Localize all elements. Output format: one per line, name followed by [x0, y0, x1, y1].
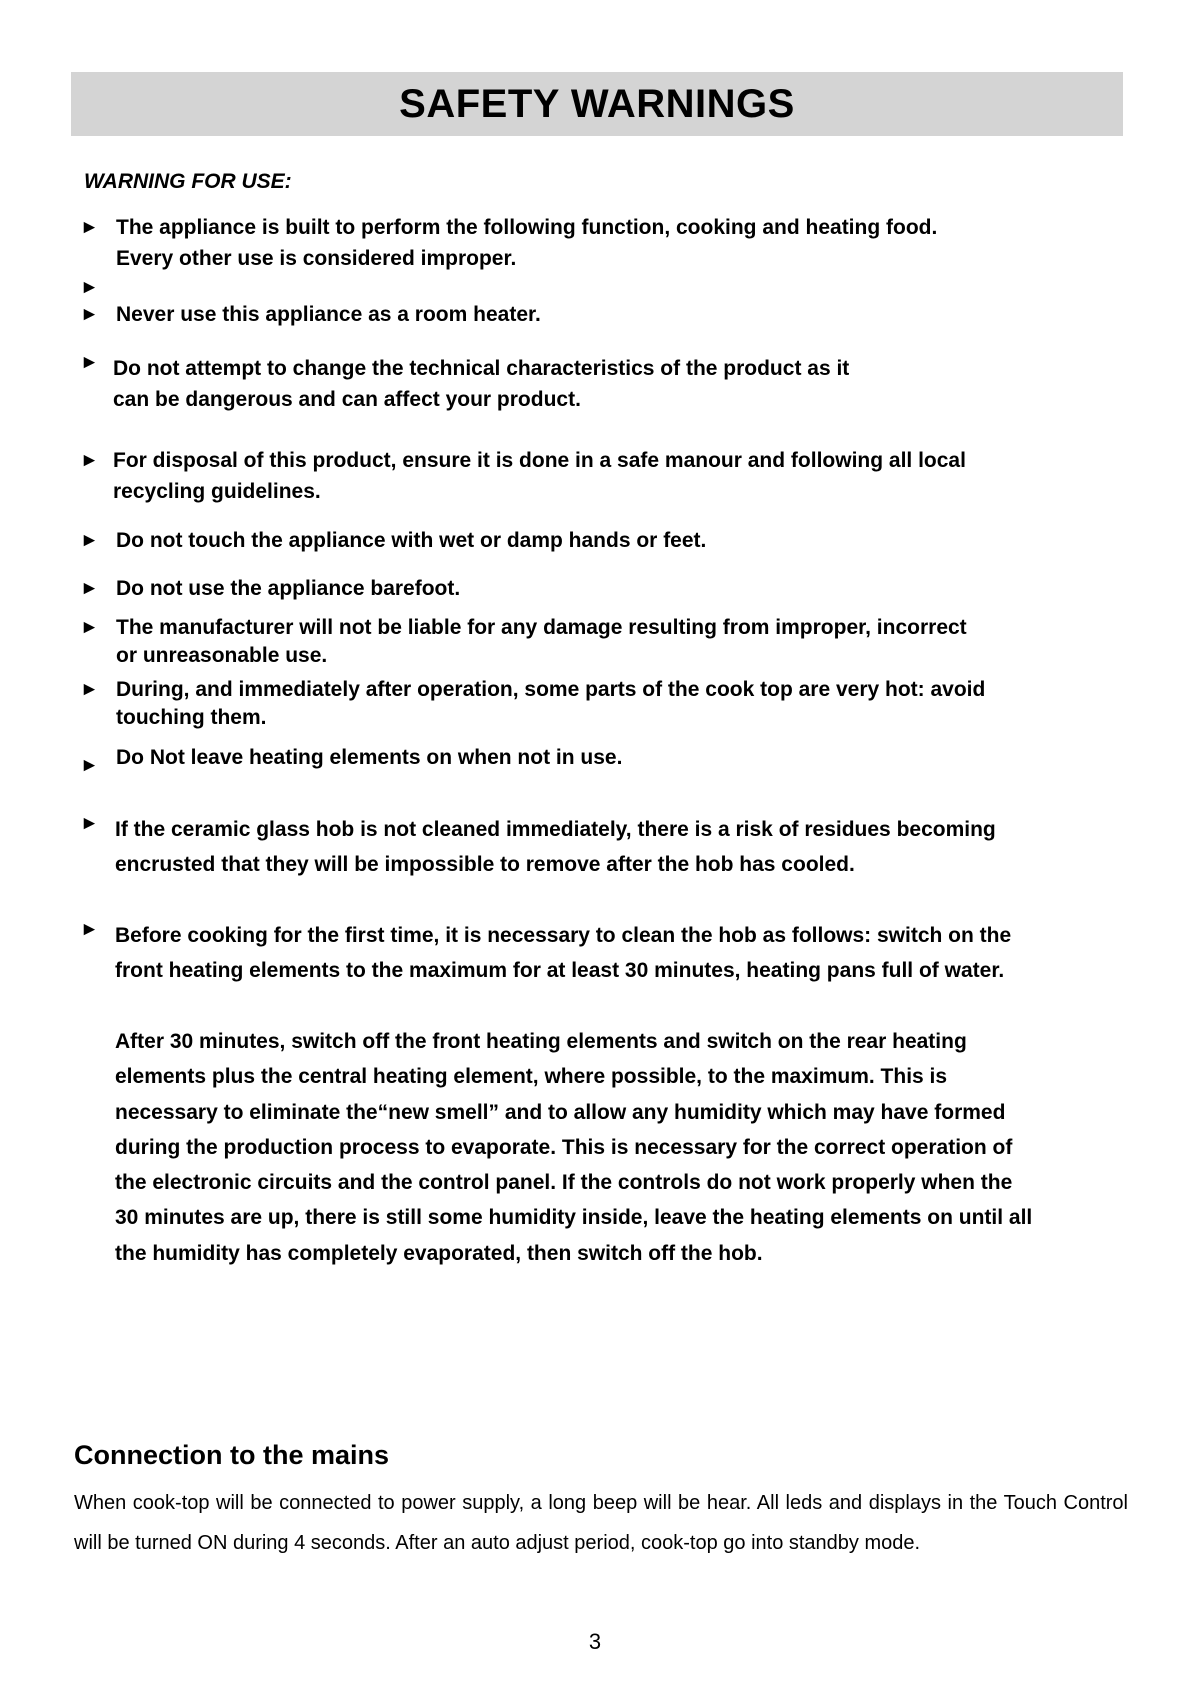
- arrow-bullet-icon: ►: [80, 679, 99, 700]
- warning-text: Do not use the appliance barefoot.: [116, 577, 461, 600]
- followup-paragraph: After 30 minutes, switch off the front heating elements and switch on the rear heating elements plus the central heating element, where possible, to the maximum. This is necessary to eliminate the“new smell” and to allow any humidity which may have formed during the production process to evaporate. This is necessary for the correct operation of the electronic circuits and the control panel. If the controls do not work properly when the 30 minutes are up, there is still some humidity inside, leave the heating elements on until all the humidity has completely evaporated, then switch off the hob.: [115, 1030, 1033, 1265]
- arrow-bullet-icon: ►: [80, 755, 99, 776]
- arrow-bullet-icon: ►: [80, 450, 99, 471]
- arrow-bullet-icon: ►: [80, 530, 99, 551]
- warning-text: Do Not leave heating elements on when not in use.: [116, 746, 623, 769]
- section-title: Connection to the mains: [74, 1440, 390, 1470]
- title-bar: [71, 72, 1123, 136]
- arrow-bullet-icon: ►: [80, 352, 99, 373]
- warning-text: Never use this appliance as a room heater.: [116, 303, 541, 326]
- arrow-bullet-icon: ►: [80, 277, 99, 298]
- section-body: When cook-top will be connected to power supply, a long beep will be hear. All leds and displays in the Touch Control will be turned ON during 4 seconds. After an auto adjust period, cook-top go into standby mode.: [74, 1492, 1128, 1554]
- warning-text: Do not attempt to change the technical characteristics of the product as it can be dangerous and can affect your product.: [113, 357, 850, 411]
- warning-text: Before cooking for the first time, it is necessary to clean the hob as follows: switch on the front heating elements to the maximum for at least 30 minutes, heating pans full of water.: [115, 924, 1012, 982]
- arrow-bullet-icon: ►: [80, 217, 99, 238]
- warning-text: The appliance is built to perform the following function, cooking and heating food. Every other use is considered improper.: [116, 216, 938, 270]
- page-title: SAFETY WARNINGS: [399, 81, 795, 126]
- warning-text: Do not touch the appliance with wet or damp hands or feet.: [116, 529, 707, 552]
- arrow-bullet-icon: ►: [80, 578, 99, 599]
- warning-text: If the ceramic glass hob is not cleaned immediately, there is a risk of residues becoming encrusted that they will be impossible to remove after the hob has cooled.: [115, 818, 996, 876]
- page-number: 3: [588, 1629, 602, 1654]
- warning-subheading: WARNING FOR USE:: [84, 170, 292, 193]
- warning-text: For disposal of this product, ensure it is done in a safe manour and following all local recycling guidelines.: [113, 449, 966, 503]
- arrow-bullet-icon: ►: [80, 304, 99, 325]
- arrow-bullet-icon: ►: [80, 919, 99, 940]
- warning-text: During, and immediately after operation, some parts of the cook top are very hot: avoid touching them.: [116, 678, 986, 729]
- arrow-bullet-icon: ►: [80, 617, 99, 638]
- warning-text: The manufacturer will not be liable for any damage resulting from improper, incorrect or unreasonable use.: [116, 616, 967, 667]
- arrow-bullet-icon: ►: [80, 813, 99, 834]
